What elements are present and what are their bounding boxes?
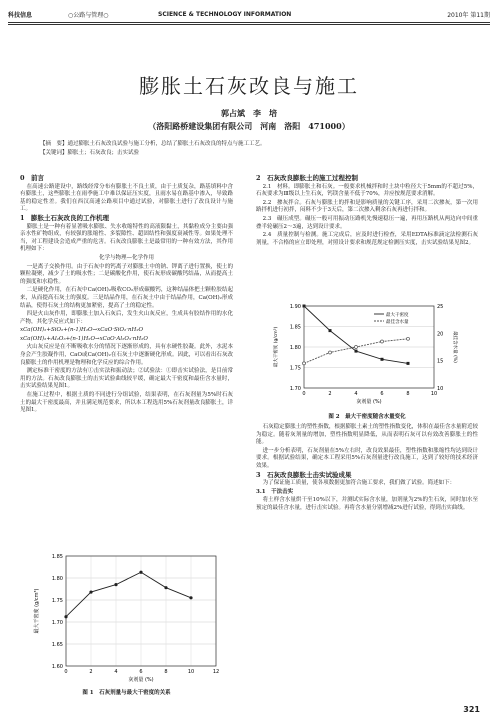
article-title: 膨胀土石灰改良与施工 <box>139 74 359 98</box>
x-tick-label: 8 <box>164 669 168 675</box>
legend-label-moisture: 最佳含水量 <box>386 320 409 325</box>
figure-1-caption: 图 1 石灰剂量与最大干密度的关系 <box>82 690 171 696</box>
x-tick-label: 2 <box>89 669 93 675</box>
keywords: 【关键词】膨胀土；石灰改良；击实试验 <box>40 150 140 156</box>
paragraph: 为了保证施工质量，使各项数据更加符合施工要求，我们做了试验。简述如下： <box>262 480 456 487</box>
paragraph: 2.3 碾压成型。碾压一般可用振动压路机先慢速稳压一遍，再用压路机从两边向中间重叠半轮碾压2～3遍，达到设计要求。 <box>256 215 478 230</box>
section-0-title: 0 前言 <box>20 174 45 182</box>
paragraph: 进一步分析表明，石灰剂量在5%左右时，改良效果最佳，塑性指数和胀缩性均达到设计要求。根据试验结果，确定本工程采用5%石灰剂量进行改良施工，达到了较好的技术经济效果。 <box>256 447 478 469</box>
affiliation: （洛阳路桥建设集团有限公司 河南 洛阳 471000） <box>148 121 350 131</box>
y-right-tick-label: 25 <box>437 304 444 310</box>
x-tick-label: 8 <box>406 391 410 397</box>
left-column <box>20 175 233 416</box>
data-point-density <box>303 305 306 308</box>
data-point-moisture <box>355 346 358 349</box>
subsection-3-1-title: 3.1 干法击实 <box>256 488 294 495</box>
x-tick-label: 2 <box>328 391 332 397</box>
y-right-axis-label: 最佳含水量 (%) <box>452 331 457 363</box>
paragraph: 二是硬化作用，在石灰中Ca(OH)₂吸收CO₂形成碳酸钙，这种结晶体把土颗粒胶结起来，从而提高石灰土的强度。三是结晶作用，在石灰土中由于结晶作用，Ca(OH)₂形成结晶，使得石灰土的结构更加紧密，提高了土的稳定性。 <box>20 287 233 309</box>
y-right-tick-label: 10 <box>437 386 444 392</box>
x-tick-label: 10 <box>187 669 195 675</box>
data-point-density <box>381 358 384 361</box>
y-left-tick-label: 1.80 <box>289 345 301 351</box>
x-tick-label: 6 <box>380 391 384 397</box>
paragraph: 2.1 材料。即膨胀土和石灰。一般要求机械拌和时土块中粒径大于5mm的不超过5%，石灰要求为Ⅲ级以上生石灰，钙镁含量不低于70%，并应按规范要求消解。 <box>256 183 478 198</box>
paragraph: 四是火山灰作用，即膨胀土加入石灰后，发生火山灰反应，生成具有胶结作用的水化产物，其化学反应式如下： <box>20 311 233 325</box>
paragraph: 在高速公路建设中，路线经常分布有膨胀土不良土质，由于土质复杂，路基填料中含有膨胀土，这些膨胀土在雨季施工中难以保证压实度，且雨水易在路基中渗入，导致路基的稳定性差。我们在西汉高速公路项目中通过试验，对膨胀土进行了改良设计与施工。 <box>20 183 233 213</box>
paragraph: 2.2 掺灰拌合。石灰与膨胀土的拌和是影响质量的关键工序，采用二次掺灰，第一次用路拌机进行初拌，闷料不少于3天后，第二次掺入剩余石灰再进行拌和。 <box>256 199 478 214</box>
figure-1-chart <box>30 550 230 688</box>
x-axis-label: 灰剂量 (%) <box>128 677 154 683</box>
authors: 郭占斌 李 培 <box>221 108 277 118</box>
y-tick-label: 1.85 <box>51 554 63 560</box>
paragraph: 在施工过程中，根据土质的不同进行分组试验，结果表明，在石灰剂量为5%时石灰土的最大干密度最高，并且满足规范要求，所以本工程选用5%石灰剂量改良膨胀土，详见图1。 <box>20 392 233 414</box>
series-line <box>66 572 191 616</box>
data-point <box>164 586 167 589</box>
column-name: ○公路与管理○ <box>68 11 109 19</box>
y-axis-label: 最大干密度 (g/cm³) <box>34 588 40 634</box>
data-point-moisture <box>329 351 332 354</box>
page-number: 321 <box>463 705 480 714</box>
section-2-title: 2 石灰改良膨胀土的施工过程控制 <box>256 174 359 182</box>
journal-name-cn: 科技信息 <box>8 11 33 19</box>
right-column-lower <box>256 424 478 514</box>
y-right-tick-label: 15 <box>437 358 444 365</box>
y-left-axis-label: 最大干密度 (g/cm³) <box>274 326 279 368</box>
formula-2: xCa(OH)₂+Al₂O₃+(n-1)H₂O→xCaO·Al₂O₃·nH₂O <box>20 335 148 342</box>
y-left-tick-label: 1.90 <box>289 304 301 310</box>
y-right-tick-label: 20 <box>437 331 444 338</box>
x-tick-label: 10 <box>430 391 438 397</box>
y-left-tick-label: 1.75 <box>289 365 301 372</box>
x-tick-label: 0 <box>302 391 306 397</box>
data-point <box>114 583 117 586</box>
data-point <box>189 596 192 599</box>
paragraph: 2.4 质量控制与检测。施工完成后，应及时进行检查，采用EDTA标准滴定法检测石灰剂量，不合格的应立即处理，对照设计要求和规范规定检测压实度，击实试验结果见图2。 <box>256 232 478 246</box>
running-header <box>8 6 490 22</box>
y-tick-label: 1.75 <box>51 598 63 604</box>
data-point <box>64 615 67 618</box>
header-rule <box>8 22 490 23</box>
paragraph: 火山灰反应是在不断吸收水分的情况下逐渐形成的，具有水硬性胶凝。此外，水泥本身会产生胶凝作用，CaO或Ca(OH)₂在石灰土中逐渐硬化形成。因此，可以看出石灰改良膨胀土的作用机理是物理和化学反应的综合作用。 <box>20 344 233 366</box>
data-point <box>89 590 92 593</box>
figure-2-caption: 图 2 最大干密度随含水量变化 <box>328 414 406 420</box>
y-left-tick-label: 1.70 <box>289 386 301 392</box>
data-point-moisture <box>381 340 384 343</box>
x-tick-label: 12 <box>212 669 220 675</box>
data-point-moisture <box>303 362 306 365</box>
right-column <box>256 175 478 248</box>
issue-number: 2010年 第11期 <box>447 11 490 19</box>
header-rule-thin <box>8 24 490 25</box>
abstract: 【摘 要】通过膨胀土石灰改良试验与施工分析，总结了膨胀土石灰改良的特点与施工工艺。 <box>40 141 266 147</box>
data-point-density <box>329 329 332 332</box>
formula-1: xCa(OH)₂+SiO₂+(n-1)H₂O→xCaO·SiO₂·nH₂O <box>20 327 144 334</box>
paragraph: 石灰稳定膨胀土的塑性指数，根据膨胀土素土的塑性指数变化，体积在最佳含水量附近较为稳定。随着灰剂量的增加，塑性指数明显降低，从而表明石灰可以有效改善膨胀土的性能。 <box>256 424 478 446</box>
paragraph: 将土样含水量烘干至10%以下，并测试实际含水量，加剂量为2%的生石灰，同时加水至预定的最佳含水量，进行击实试验。再将含水量分别增减2%进行试验，得到击实曲线。 <box>256 497 478 511</box>
section-3-title: 3 石灰改良膨胀土击实试验成果 <box>256 470 352 479</box>
subheading: 化学与物理—化学作用 <box>98 254 154 261</box>
x-axis-label: 灰剂量 (%) <box>356 399 382 405</box>
data-point-moisture <box>407 337 410 340</box>
y-tick-label: 1.65 <box>51 642 63 648</box>
data-point <box>139 571 142 574</box>
x-tick-label: 4 <box>114 669 118 675</box>
x-tick-label: 4 <box>354 391 358 397</box>
y-tick-label: 1.80 <box>51 576 63 582</box>
paragraph: 测定标准干密度的方法有①击实法和振动法；②试验法：①即击实试验法，是目前常用的方法。石灰改良膨胀土的击实试验曲线较平缓，确定最大干密度和最佳含水量时，击实试验结果见图1。 <box>20 368 233 390</box>
y-tick-label: 1.60 <box>51 664 63 670</box>
paragraph: 膨胀土是一种有着显著吸水膨胀、失水收缩特性的高液限黏土，其黏粒成分主要由强亲水性矿物组成，有较强的胀缩性、多裂隙性、超固结性和强度衰减性等。如果处理不当，对工程建设会造成严重的危害。石灰改良膨胀土是最常用的一种有效方法，其作用机理如下： <box>20 223 233 253</box>
y-tick-label: 1.70 <box>51 620 63 626</box>
x-tick-label: 0 <box>64 669 68 675</box>
legend-label-density: 最大干密度 <box>386 313 409 318</box>
x-tick-label: 6 <box>139 669 143 675</box>
section-1-title: 1 膨胀土石灰改良的工作机理 <box>20 213 110 222</box>
data-point-density <box>355 350 358 353</box>
journal-name-en: SCIENCE & TECHNOLOGY INFORMATION <box>158 10 292 18</box>
data-point-density <box>407 362 410 365</box>
y-left-tick-label: 1.85 <box>289 324 301 331</box>
figure-2-chart <box>270 300 470 412</box>
paragraph: 一是离子交换作用。由于石灰中的钙离子对膨胀土中的钠、钾离子进行置换，使土的颗粒凝聚，减少了土的吸水性；二是碳酸化作用，使石灰形成碳酸钙结晶，从而提高土的强度和水稳性。 <box>20 263 233 285</box>
